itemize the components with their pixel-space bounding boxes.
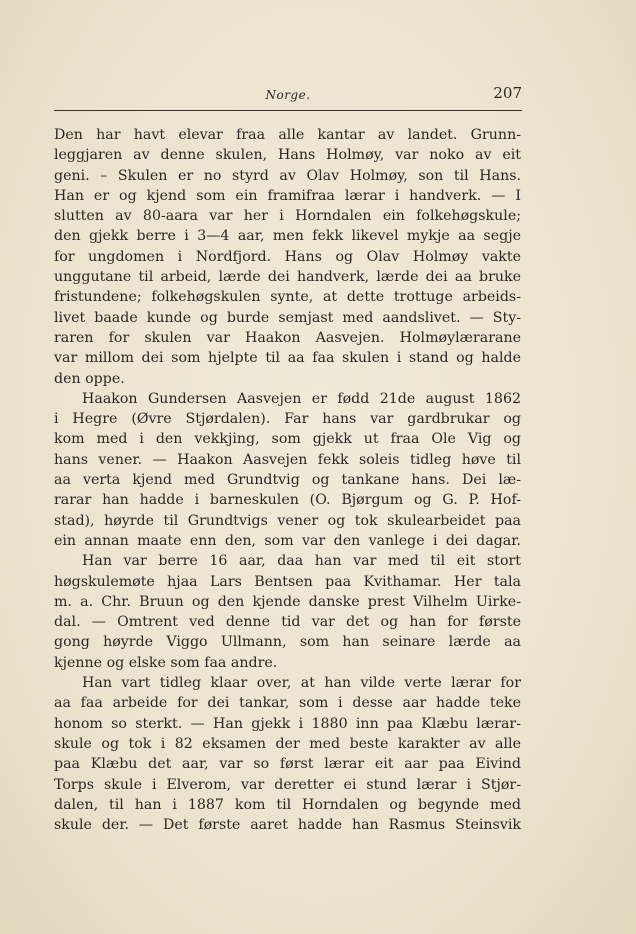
text-line: livet baade kunde og burde semjast med aandslivet. — Sty- bbox=[54, 309, 521, 326]
text-line: dal. — Omtrent ved denne tid var det og han for første bbox=[54, 614, 521, 631]
text-line: hans vener. — Haakon Aasvejen fekk soleis tidleg høve til bbox=[54, 451, 521, 468]
text-line: dalen, til han i 1887 kom til Horndalen og begynde med bbox=[54, 796, 521, 813]
text-line: kom med i den vekkjing, som gjekk ut fraa Ole Vig og bbox=[54, 431, 521, 448]
text-line: leggjaren av denne skulen, Hans Holmøy, var noko av eit bbox=[54, 147, 521, 164]
text-line: kjenne og elske som faa andre. bbox=[54, 654, 278, 671]
page-number: 207 bbox=[493, 84, 522, 102]
text-line: gong høyrde Viggo Ullmann, som han seinare lærde aa bbox=[54, 634, 521, 651]
text-line: Han vart tidleg klaar over, at han vilde verte lærar for bbox=[82, 675, 521, 692]
text-line: Han er og kjend som ein framifraa lærar i handverk. — I bbox=[54, 187, 521, 204]
running-title: Norge. bbox=[265, 88, 311, 102]
text-line: for ungdomen i Nordfjord. Hans og Olav Holmøy vakte bbox=[54, 248, 521, 265]
text-line: Den har havt elevar fraa alle kantar av landet. Grunn- bbox=[54, 127, 521, 143]
text-line: Haakon Gundersen Aasvejen er fødd 21de august 1862 bbox=[82, 390, 521, 407]
text-line: unggutane til arbeid, lærde dei handverk, lærde dei aa bruke bbox=[54, 269, 521, 286]
body-text bbox=[54, 125, 521, 835]
text-line: ein annan maate enn den, som var den vanlege i dei dagar. bbox=[54, 532, 521, 549]
text-line: geni. – Skulen er no styrd av Olav Holmøy, son til Hans. bbox=[54, 167, 521, 184]
text-line: paa Klæbu det aar, var so først lærar eit aar paa Eivind bbox=[54, 756, 521, 773]
text-line: aa faa arbeide for dei tankar, som i desse aar hadde teke bbox=[54, 695, 521, 712]
text-line: den gjekk berre i 3—4 aar, men fekk likevel mykje aa segje bbox=[54, 228, 521, 245]
text-line: aa verta kjend med Grundtvig og tankane hans. Dei læ- bbox=[54, 472, 521, 489]
text-line: honom so sterkt. — Han gjekk i 1880 inn paa Klæbu lærar- bbox=[54, 715, 521, 732]
text-line: var millom dei som hjelpte til aa faa skulen i stand og halde bbox=[54, 350, 521, 367]
text-line: skule der. — Det første aaret hadde han Rasmus Steinsvik bbox=[54, 817, 521, 834]
text-line: slutten av 80-aara var her i Horndalen ein folkehøgskule; bbox=[54, 208, 521, 225]
text-line: den oppe. bbox=[54, 370, 125, 387]
text-line: rarar han hadde i barneskulen (O. Bjørgum og G. P. Hof- bbox=[54, 492, 521, 509]
text-line: høgskulemøte hjaa Lars Bentsen paa Kvithamar. Her tala bbox=[54, 573, 521, 590]
text-line: Torps skule i Elverom, var deretter ei stund lærar i Stjør- bbox=[54, 776, 521, 793]
text-line: i Hegre (Øvre Stjørdalen). Far hans var gardbrukar og bbox=[54, 411, 521, 428]
text-line: raren for skulen var Haakon Aasvejen. Holmøylærarane bbox=[54, 329, 521, 346]
running-head bbox=[54, 84, 522, 111]
text-line: m. a. Chr. Bruun og den kjende danske prest Vilhelm Uirke- bbox=[54, 593, 521, 610]
text-line: skule og tok i 82 eksamen der med beste karakter av alle bbox=[54, 735, 521, 752]
text-line: Han var berre 16 aar, daa han var med til eit stort bbox=[82, 553, 521, 570]
text-line: fristundene; folkehøgskulen synte, at dette trottuge arbeids- bbox=[54, 289, 521, 306]
text-line: stad), høyrde til Grundtvigs vener og tok skulearbeidet paa bbox=[54, 512, 521, 529]
